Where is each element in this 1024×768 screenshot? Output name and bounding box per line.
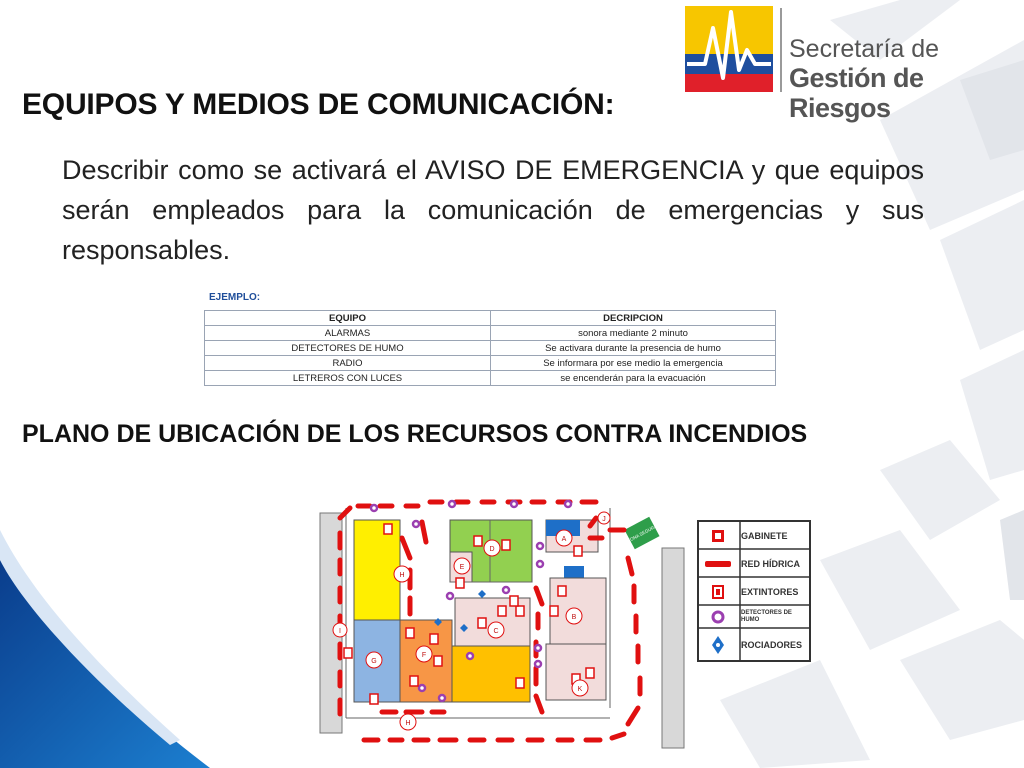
gabinete-icon: [711, 529, 725, 543]
example-label: EJEMPLO:: [209, 292, 261, 303]
plan-legend: [697, 520, 811, 662]
legend-row-gabinete: [697, 522, 811, 549]
room-yellow: [354, 520, 400, 620]
zone-label-c: C: [493, 628, 499, 635]
zone-label-i: I: [339, 628, 341, 635]
instruction-paragraph: Describir como se activará el AVISO DE EMERGENCIA y que equipos serán empleados para la comunicación de emergencias y sus responsables.: [62, 155, 924, 265]
zone-label-f: F: [421, 652, 427, 659]
cell-equipo: ALARMAS: [205, 326, 491, 341]
zone-label-h2: H: [405, 720, 411, 727]
table-row: [205, 341, 776, 356]
col-header-descripcion: DECRIPCION: [491, 311, 776, 326]
cell-descripcion: sonora mediante 2 minuto: [491, 326, 776, 341]
logo-line1: Secretaría de: [789, 35, 940, 63]
section-title-plano: PLANO DE UBICACIÓN DE LOS RECURSOS CONTRA INCENDIOS: [22, 420, 808, 448]
logo-emblem-icon: [683, 4, 775, 94]
legend-label-rociadores: ROCIADORES: [741, 640, 803, 650]
table-row: [205, 326, 776, 341]
room-blue-b: [564, 566, 584, 578]
legend-label-red-hidrica: RED HÍDRICA: [741, 558, 801, 569]
section-title-equipos: EQUIPOS Y MEDIOS DE COMUNICACIÓN:: [22, 88, 615, 121]
equipment-table: [204, 310, 776, 386]
cell-descripcion: Se activara durante la presencia de humo: [491, 341, 776, 356]
legend-label-gabinete: GABINETE: [741, 530, 788, 541]
cell-descripcion: Se informara por ese medio la emergencia: [491, 356, 776, 371]
zone-label-j: J: [602, 516, 606, 523]
col-header-equipo: EQUIPO: [205, 311, 491, 326]
legend-row-rociadores: [697, 629, 811, 661]
legend-label-extintores: EXTINTORES: [741, 586, 799, 597]
cell-equipo: LETREROS CON LUCES: [205, 371, 491, 386]
zone-label-h: H: [399, 572, 405, 579]
room-gold: [452, 646, 530, 702]
extintor-icon: [711, 585, 725, 599]
legend-label-detectores: DETECTORES DE HUMO: [741, 610, 792, 623]
red-hidrica-icon: [705, 560, 731, 568]
secretaria-gestion-riesgos-logo: [683, 4, 1024, 123]
zone-label-b: B: [571, 614, 577, 621]
table-header-row: [205, 311, 776, 326]
legend-row-extintores: [697, 578, 811, 605]
cell-descripcion: se encenderán para la evacuación: [491, 371, 776, 386]
fire-resources-floor-plan: [310, 478, 692, 766]
safe-zone-label: ZONA SEGURA: [626, 523, 658, 544]
logo-line2: Gestión de Riesgos: [789, 63, 924, 123]
zone-label-k: K: [577, 686, 583, 693]
legend-row-red-hidrica: [697, 550, 811, 577]
zone-label-a: A: [561, 536, 567, 543]
zone-label-g: G: [371, 658, 377, 665]
detector-humo-icon: [711, 610, 725, 624]
cell-equipo: DETECTORES DE HUMO: [205, 341, 491, 356]
legend-row-detectores: [697, 606, 811, 628]
example-table-image: [204, 290, 782, 394]
table-row: [205, 356, 776, 371]
hatch-right: [662, 548, 684, 748]
logo-divider: [780, 8, 782, 92]
zone-label-e: E: [459, 564, 465, 571]
cell-equipo: RADIO: [205, 356, 491, 371]
logo-text: [789, 36, 1024, 123]
zone-label-d: D: [489, 546, 495, 553]
table-row: [205, 371, 776, 386]
rociador-icon: [711, 635, 725, 655]
